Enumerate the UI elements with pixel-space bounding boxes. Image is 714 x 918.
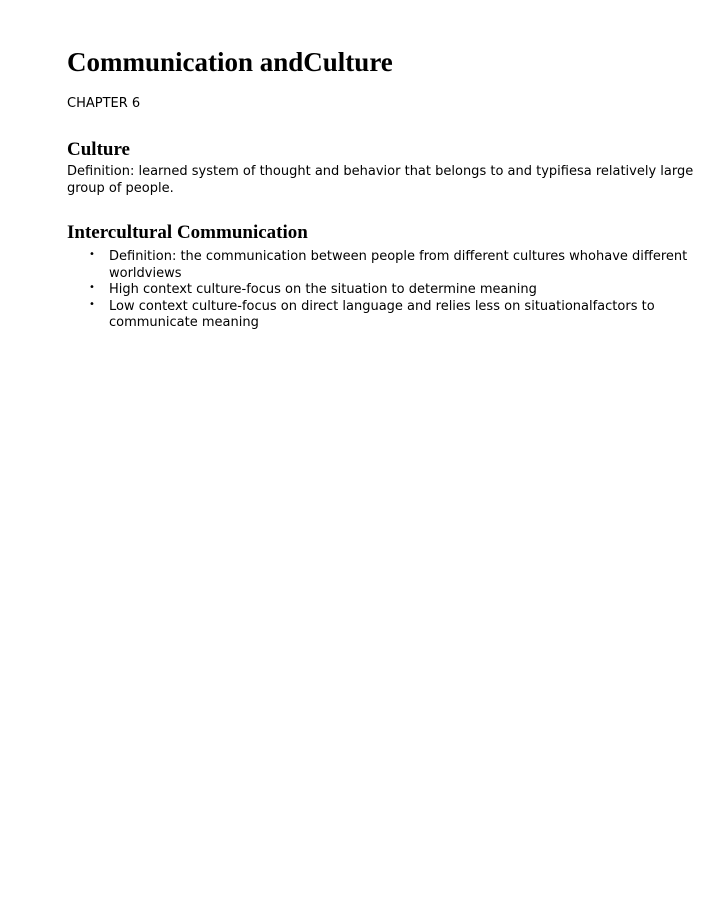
list-item-text: High context culture-focus on the situation to determine meaning: [109, 282, 537, 297]
intercultural-bullet-list: [67, 249, 697, 332]
document-page: [67, 44, 697, 332]
section-heading-culture: Culture: [67, 139, 130, 160]
list-item: [67, 282, 697, 299]
culture-definition: Definition: learned system of thought and behavior that belongs to and typifiesa relatively large group of people.: [67, 164, 694, 196]
bullet-icon: •: [89, 249, 95, 260]
list-item-text: Definition: the communication between people from different cultures whohave different worldviews: [109, 249, 688, 281]
bullet-icon: •: [89, 298, 95, 310]
list-item: [67, 249, 697, 282]
bullet-icon: •: [89, 282, 95, 293]
list-item-text: Low context culture-focus on direct language and relies less on situationalfactors to communicate meaning: [109, 298, 655, 330]
chapter-label: CHAPTER 6: [67, 96, 141, 111]
section-heading-intercultural-communication: Intercultural Communication: [67, 222, 308, 243]
list-item: [67, 299, 697, 332]
document-title: Communication andCulture: [67, 47, 393, 77]
